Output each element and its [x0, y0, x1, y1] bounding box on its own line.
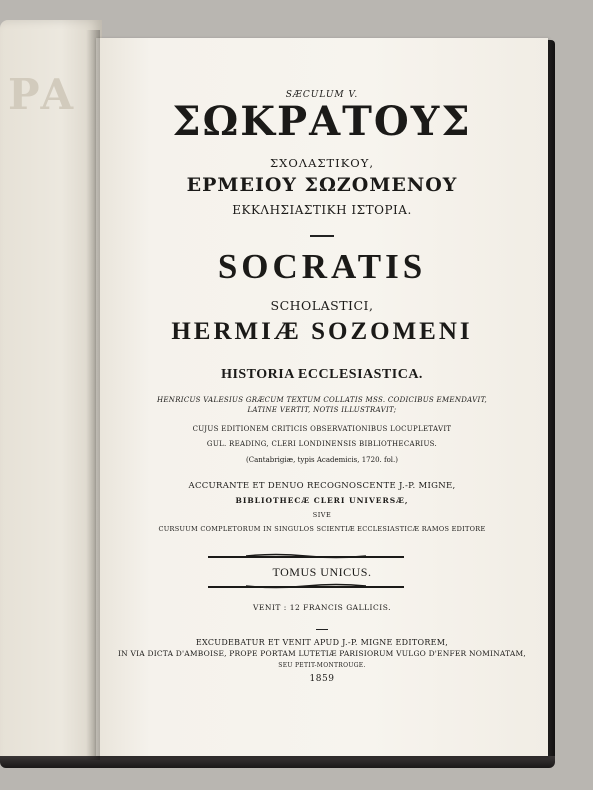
accurante-line-1: ACCURANTE ET DENUO RECOGNOSCENTE J.-P. MIGNE,: [188, 481, 456, 491]
tomus-label: TOMUS UNICUS.: [272, 565, 372, 579]
saeculum-label: SÆCULUM V.: [285, 90, 359, 100]
book-cover-bottom: [0, 756, 555, 768]
accurante-line-3: SIVE: [312, 511, 332, 519]
editor-line-1: HENRICUS VALESIUS GRÆCUM TEXTUM COLLATIS MSS. CODICIBUS EMENDAVIT,: [156, 396, 488, 404]
greek-subtitle-3: ΕΚΚΛΗΣΙΑΣΤΙΚΗ ΙΣΤΟΡΙΑ.: [232, 203, 412, 217]
greek-subtitle-2: ΕΡΜΕΙΟΥ ΣΩΖΟΜΕΝΟΥ: [186, 174, 458, 196]
rule-ornament-bottom: [246, 583, 366, 589]
editor-line-2: LATINE VERTIT, NOTIS ILLUSTRAVIT;: [247, 406, 397, 414]
accurante-line-4: CURSUUM COMPLETORUM IN SINGULOS SCIENTIÆ ECCLESIASTICÆ RAMOS EDITORE: [158, 525, 486, 533]
latin-main-title: SOCRATIS: [217, 247, 427, 286]
price-line: VENIT : 12 FRANCIS GALLICIS.: [253, 603, 391, 612]
gutter-shadow: [86, 30, 100, 760]
greek-main-title: ΣΩΚΡΑΤΟΥΣ: [172, 98, 472, 145]
imprint-line-3: SEU PETIT-MONTROUGE.: [278, 662, 366, 669]
title-page: [96, 38, 548, 756]
accurante-line-2: BIBLIOTHECÆ CLERI UNIVERSÆ,: [235, 496, 409, 505]
editor-line-4: GUL. READING, CLERI LONDINENSIS BIBLIOTHECARIUS.: [206, 440, 438, 448]
imprint-line-2: IN VIA DICTA D'AMBOISE, PROPE PORTAM LUTETIÆ PARISIORUM VULGO D'ENFER NOMINATAM,: [118, 649, 526, 658]
editor-line-3: CUJUS EDITIONEM CRITICIS OBSERVATIONIBUS LOCUPLETAVIT: [192, 425, 452, 433]
imprint-separator: [316, 629, 328, 630]
latin-subtitle-1: SCHOLASTICI,: [270, 298, 374, 313]
rule-ornament-top: [246, 553, 366, 559]
greek-subtitle-1: ΣΧΟΛΑΣΤΙΚΟΥ,: [270, 156, 374, 170]
imprint-line-1: EXCUDEBATUR ET VENIT APUD J.-P. MIGNE EDITOREM,: [195, 638, 449, 647]
title-separator: [310, 235, 334, 237]
facing-page-ghost-text: PA: [8, 70, 78, 119]
publication-year: 1859: [309, 674, 335, 684]
latin-subtitle-3: HISTORIA ECCLESIASTICA.: [221, 367, 423, 382]
latin-subtitle-2: HERMIÆ SOZOMENI: [171, 318, 473, 345]
editor-line-5: (Cantabrigiæ, typis Academicis, 1720. fol.): [246, 456, 398, 464]
